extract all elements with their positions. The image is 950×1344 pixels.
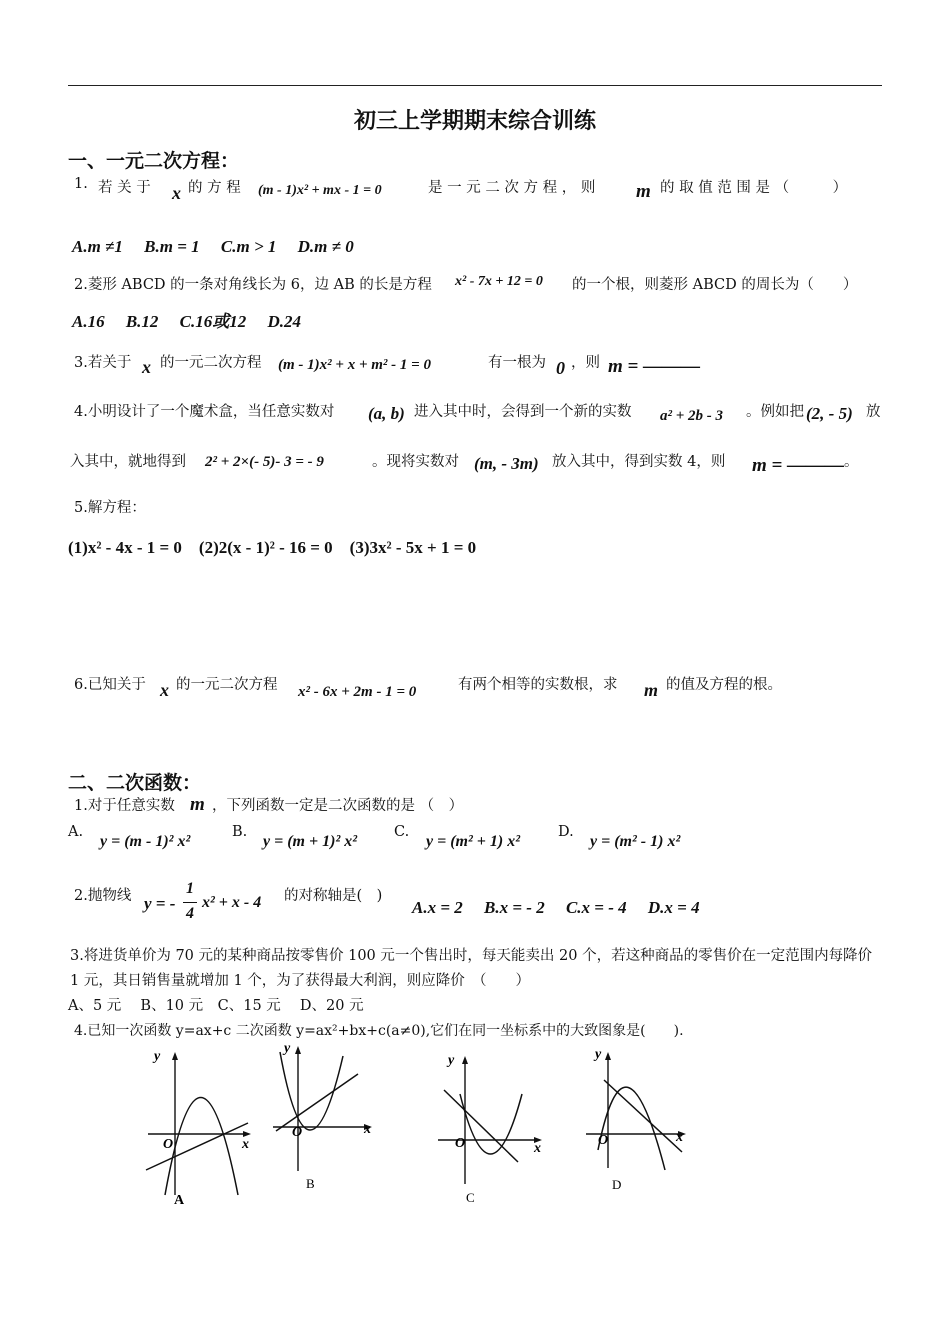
graph-d-line: [604, 1080, 682, 1152]
graph-a-x-label: x: [242, 1137, 249, 1152]
q4-text-7: 放入其中，得到实数 4，则: [552, 454, 726, 470]
q3-equation: (m - 1)x² + x + m² - 1 = 0: [278, 357, 431, 373]
q4-text-3: 。例如把: [746, 404, 804, 420]
s2q1-option-d-letter: D.: [558, 824, 574, 840]
q4-answer-blank: m = ———: [752, 455, 845, 476]
s2q1-var-m: m: [190, 794, 205, 815]
graph-d-y-label: y: [595, 1047, 602, 1062]
q1-text-1: 若 关 于: [98, 180, 151, 196]
q3-answer-blank: m = ———: [608, 356, 701, 377]
q4-text-6: 。现将实数对: [372, 454, 459, 470]
q3-text-4: ，则: [571, 355, 600, 371]
q6-equation: x² - 6x + 2m - 1 = 0: [298, 684, 417, 700]
s2q1-option-d-expr: y = (m² - 1) x²: [590, 833, 681, 850]
q4-text-1: 4.小明设计了一个魔术盒，当任意实数对: [74, 404, 335, 420]
s2q1-option-a-expr: y = (m - 1)² x²: [100, 833, 191, 850]
q4-calculation: 2² + 2×(- 5)- 3 = - 9: [205, 454, 324, 470]
s2q2-text-1: 2.抛物线: [74, 888, 132, 904]
q6-var-x: x: [160, 680, 169, 700]
s2q2-lhs: y = -: [144, 894, 176, 913]
graph-b-origin: O: [292, 1125, 303, 1140]
q3-text-1: 3.若关于: [74, 355, 132, 371]
graph-c-x-label: x: [534, 1141, 541, 1156]
graph-d-x-label: x: [676, 1130, 683, 1145]
q6-text-1: 6.已知关于: [74, 677, 146, 693]
graph-a-letter: A: [174, 1193, 185, 1208]
q5-text: 5.解方程：: [74, 500, 146, 516]
q2-text-1: 2.菱形 ABCD 的一条对角线长为 6，边 AB 的长是方程: [74, 277, 432, 293]
graph-a-line: [146, 1123, 248, 1170]
s2q1-option-b-letter: B.: [232, 824, 248, 840]
s2q2-text-2: 的对称轴是( ): [284, 888, 383, 904]
s2q1-text-2: ，下列函数一定是二次函数的是 （ ）: [212, 798, 464, 814]
q1-var-m: m: [636, 181, 651, 202]
graph-b-y-arrow: [295, 1046, 301, 1054]
q2-text-2: 的一个根，则菱形 ABCD 的周长为（ ）: [572, 277, 858, 293]
s2q1-option-a-letter: A.: [68, 824, 84, 840]
s2q2-frac-bar: [183, 902, 197, 903]
graph-d: [580, 1040, 695, 1198]
s2q2-frac-num: 1: [186, 880, 194, 897]
s2q3-options: A、5 元 B、10 元 C、15 元 D、20 元: [68, 998, 364, 1014]
q1-var-x: x: [172, 183, 181, 203]
q4-text-2: 进入其中时，会得到一个新的实数: [414, 404, 632, 420]
graph-c-line: [444, 1090, 518, 1162]
q6-text-4: 的值及方程的根。: [666, 677, 782, 693]
graph-c-origin: O: [455, 1136, 466, 1151]
s2q1-option-c-expr: y = (m² + 1) x²: [426, 833, 521, 850]
q2-equation: x² - 7x + 12 = 0: [455, 274, 543, 289]
q3-text-3: 有一根为: [488, 355, 546, 371]
q4-text-8: 。: [844, 454, 859, 470]
q4-expression: a² + 2b - 3: [660, 408, 724, 424]
page-title: 初三上学期期末综合训练: [353, 109, 596, 134]
graph-c-letter: C: [466, 1190, 475, 1205]
graph-c-parabola: [460, 1094, 522, 1154]
q1-text-2: 的 方 程: [188, 180, 241, 196]
q3-zero: 0: [556, 358, 565, 378]
q4-pair-2: (m, - 3m): [474, 454, 539, 473]
graph-d-letter: D: [612, 1177, 622, 1192]
s2q1-option-b-expr: y = (m + 1)² x²: [263, 833, 358, 850]
graph-a-parabola: [165, 1098, 238, 1196]
graph-a-y-label: y: [154, 1049, 161, 1064]
q5-equations: (1)x² - 4x - 1 = 0 (2)2(x - 1)² - 16 = 0 (3)3x² - 5x + 1 = 0: [68, 538, 477, 557]
top-rule: [68, 85, 882, 86]
q1-text-4: 的 取 值 范 围 是 （ ）: [660, 180, 848, 196]
q3-var-x: x: [142, 357, 151, 377]
s2q4-text: 4.已知一次函数 y=ax+c 二次函数 y=ax²+bx+c(a≠0),它们在同一坐标系中的大致图象是( ).: [74, 1023, 684, 1039]
q4-example-pair: (2, - 5): [806, 404, 853, 423]
s2q2-frac-den: 4: [186, 905, 194, 922]
s2q2-options: A.x = 2 B.x = - 2 C.x = - 4 D.x = 4: [412, 898, 700, 917]
q3-text-2: 的一元二次方程: [160, 355, 262, 371]
graph-d-y-arrow: [605, 1052, 611, 1060]
graph-a: [138, 1040, 263, 1212]
graph-a-origin: O: [163, 1137, 174, 1152]
s2q1-option-c-letter: C.: [394, 824, 410, 840]
graph-b: [268, 1036, 388, 1196]
graph-c: [430, 1044, 550, 1206]
s2q3-text: 3.将进货单价为 70 元的某种商品按零售价 100 元一个售出时，每天能卖出 20 个，若这种商品的零售价在一定范围内每降价 1 元，其日销售量就增加 1 个，为了获得最大利润，则应降价 （ ）: [70, 948, 873, 989]
q6-text-2: 的一元二次方程: [176, 677, 278, 693]
q4-text-5: 入其中，就地得到: [70, 454, 186, 470]
graph-c-y-label: y: [448, 1053, 455, 1068]
graph-c-y-arrow: [462, 1056, 468, 1064]
q1-text-3: 是 一 元 二 次 方 程 ， 则: [428, 180, 596, 196]
graph-b-letter: B: [306, 1176, 315, 1191]
q1-equation: (m - 1)x² + mx - 1 = 0: [258, 183, 382, 198]
q2-options: A.16 B.12 C.16或12 D.24: [72, 312, 302, 331]
q1-number: 1.: [74, 176, 88, 192]
q4-pair: (a, b): [368, 404, 405, 423]
s2q1-text-1: 1.对于任意实数: [74, 798, 175, 814]
graph-b-line: [276, 1074, 358, 1131]
graph-d-origin: O: [598, 1133, 609, 1148]
q1-options: A.m ≠1 B.m = 1 C.m > 1 D.m ≠ 0: [72, 237, 354, 256]
graph-a-y-arrow: [172, 1052, 178, 1060]
q6-text-3: 有两个相等的实数根，求: [458, 677, 618, 693]
graph-b-x-label: x: [364, 1122, 371, 1137]
s2q2-rhs: x² + x - 4: [202, 894, 262, 911]
q6-var-m: m: [644, 680, 659, 700]
section-heading-2: 二、二次函数：: [68, 772, 202, 794]
q4-text-4: 放: [866, 404, 881, 420]
graph-b-y-label: y: [284, 1041, 291, 1056]
section-heading-1: 一、一元二次方程：: [68, 150, 240, 172]
